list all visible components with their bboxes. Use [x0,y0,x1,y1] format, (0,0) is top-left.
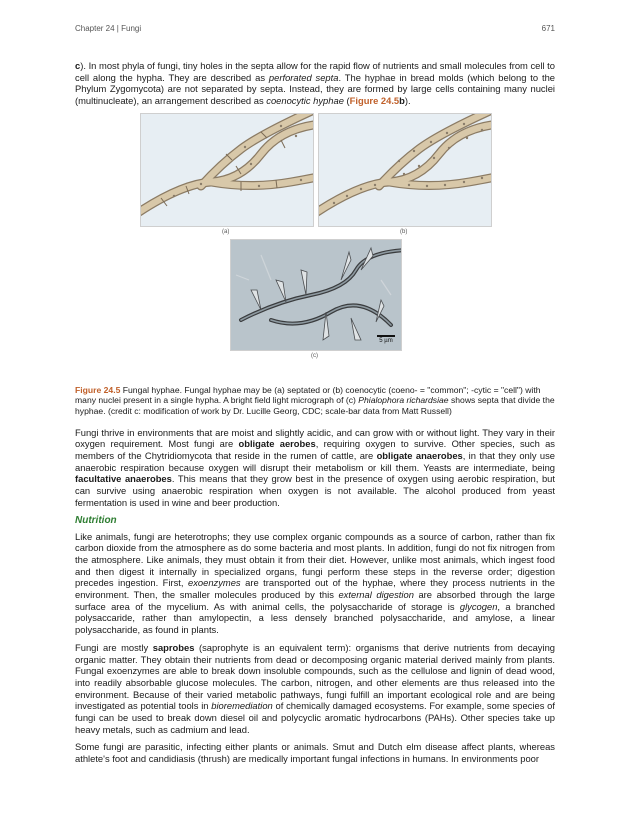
nutrition-paragraph-1 [75,531,555,636]
page-number: 671 [541,24,555,33]
panel-c-label: (c) [311,352,318,359]
term-bioremediation: bioremediation [211,700,273,712]
oxygen-text-c: , in that they only use anaerobic respiration because oxygen will disrupt their metabolism or kill them. Yeasts are intermediate, being [75,450,555,473]
oxygen-text-d: . This means that they grow best in the presence of oxygen using aerobic respiration, but can survive using anaerobic respiration when oxygen is not available. The alcohol produced from yeast fermentation is used in wine and beer production. [75,473,555,508]
term-exoenzymes: exoenzymes [187,577,241,589]
intro-text-b: . The hyphae in bread molds (which belong to the Phylum Zygomycota) are not separated by septa. Instead, they are formed by large cells containing many nuclei (multinucleate), an arrangement described as [75,71,556,107]
page-header [75,24,555,36]
panel-b-label: (b) [400,228,408,235]
oxygen-text-a: Fungi thrive in environments that are moist and slightly acidic, and can grow with or without light. They vary in their oxygen requirement. Most fungi are [75,426,555,450]
panel-a-label: (a) [222,228,230,235]
term-glycogen: glycogen [459,600,498,612]
term-perforated-septa: perforated septa [268,71,339,83]
figure-panel-b-coenocytic-hyphae [318,113,492,227]
figure-24-5 [75,113,555,379]
nutrition-paragraph-3: Some fungi are parasitic, infecting either plants or animals. Smut and Dutch elm disease affect plants, whereas athlete's foot and candidiasis (thrush) are medically important fungal infections in humans. In environments poor [75,741,555,765]
nutrition-p2-text-a: Fungi are mostly [75,641,153,653]
nutrition-p1-text-b: are transported out of the hyphae, where they process nutrients in the environment. Then, the smaller molecules produced by this [75,577,556,601]
scale-bar-line [377,335,395,337]
term-obligate-anaerobes: obligate anaerobes [376,450,463,461]
nutrition-p1-text-c: are absorbed through the large surface area of the mycelium. As with animal cells, the polysaccharide of storage is [75,589,555,612]
caption-label: Figure 24.5 [75,384,121,395]
nutrition-p1-text-a: Like animals, fungi are heterotrophs; they use complex organic compounds as a source of carbon, rather than fix carbon dioxide from the atmosphere as do some bacteria and most plants. In addition, fungi do not fix nitrogen from the atmosphere. Like animals, they must obtain it from their diet. However, unlike most animals, which ingest food and then digest it internally in specialized organs, fungi perform these steps in the reverse order; digestion precedes ingestion. First, [75,530,555,589]
page-body [75,60,555,771]
intro-bold-c: c [75,60,81,71]
figure-caption [75,385,555,417]
caption-text-b: shows septa that divide the hyphae. (credit c: modification of work by Dr. Lucille Georg, CDC; scale-bar data from Matt Russell) [75,395,555,416]
figure-panel-a-septate-hyphae [140,113,314,227]
intro-text-c: ( [343,95,350,107]
caption-text-a: Fungal hyphae. Fungal hyphae may be (a) septated or (b) coenocytic (coeno- = "common"; -cytic = "cell") with many nuclei present in a single hypha. A bright field light micrograph of (c) [75,384,541,406]
nutrition-paragraph-2 [75,642,555,736]
oxygen-text-b: , requiring oxygen to survive. Other species, such as members of the Chytridiomycota that reside in the rumen of cattle, are [75,438,555,461]
chapter-title: Chapter 24 | Fungi [75,24,142,33]
term-obligate-aerobes: obligate aerobes [238,438,316,450]
figure-panel-c-micrograph [230,239,402,351]
intro-text-a: ). In most phyla of fungi, tiny holes in the septa allow for the rapid flow of nutrients and small molecules from cell to cell along the hypha. They are described as [75,60,555,83]
nutrition-p1-text-d: , a branched polysaccaride, rather than amylopectin, a less densely branched polysaccharide, and amylose, a linear polysaccharide, as found in plants. [75,600,556,636]
term-coenocytic-hyphae: coenocytic hyphae [266,95,344,107]
scale-bar [377,335,395,344]
nutrition-p2-text-c: of chemically damaged ecosystems. For example, some species of fungi can be used to break down diesel oil and polycyclic aromatic hydrocarbons (PAHs). Other species take up heavy metals, such as cadmium and lead. [75,700,555,735]
figure-24-5-link[interactable]: Figure 24.5b [349,95,405,107]
nutrition-p2-text-b: (saprophyte is an equivalent term): organisms that derive nutrients from decaying organic matter. They obtain their nutrients from dead or decomposing organic material derived mainly from plants. Fungal exoenzymes are able to break down insoluble compounds, such as the cellulose and lignin of dead wood, into readily absorbable glucose molecules. The carbon, nitrogen, and other elements are thus released into the environment. Because of their varied metabolic pathways, fungi fulfill an important ecological role and are being investigated as potential tools in [75,641,555,712]
section-heading-nutrition: Nutrition [75,514,117,526]
oxygen-paragraph [75,427,555,509]
term-external-digestion: external digestion [338,589,414,601]
scale-bar-text: 5 µm [379,337,393,344]
caption-species: Phialophora richardsiae [358,395,449,406]
intro-text-d: ). [404,95,411,107]
term-facultative-anaerobes: facultative anaerobes [75,473,172,485]
intro-paragraph [75,60,555,107]
term-saprobes: saprobes [152,641,195,653]
